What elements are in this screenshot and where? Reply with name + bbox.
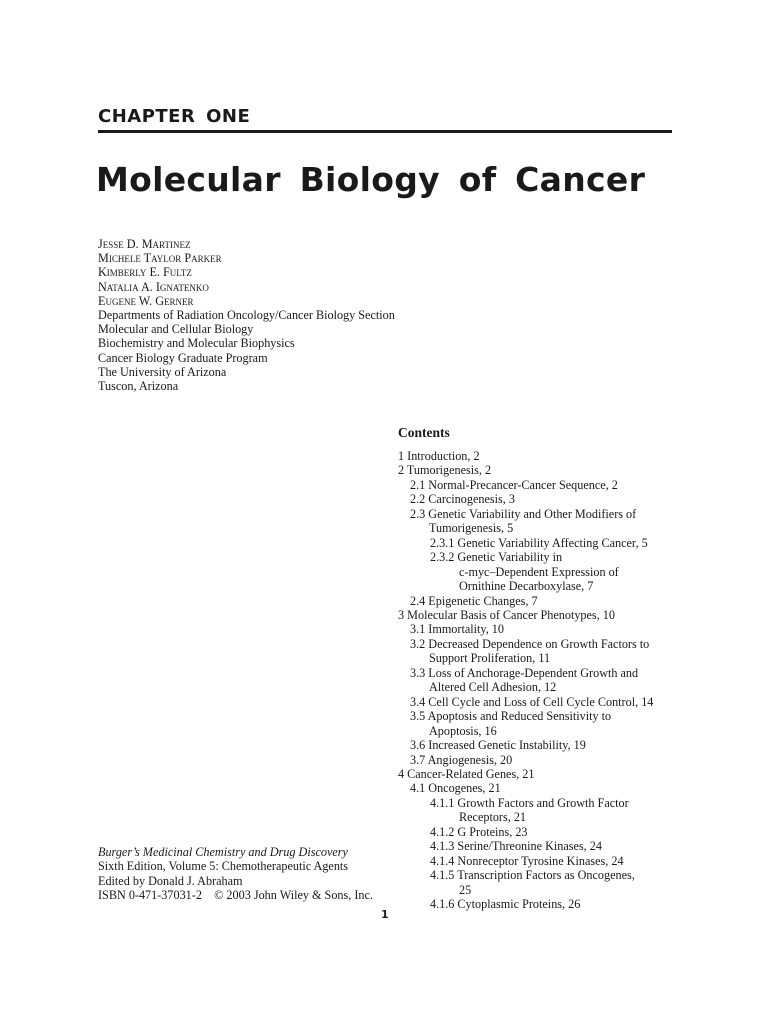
table-of-contents — [398, 449, 688, 912]
toc-entry: Receptors, 21 — [459, 810, 527, 825]
toc-entry: 25 — [459, 882, 472, 897]
affiliation-line: Cancer Biology Graduate Program — [98, 350, 268, 365]
author-name: Jesse D. Martinez — [98, 237, 191, 251]
toc-entry: 3.2 Decreased Dependence on Growth Factors to — [410, 636, 650, 651]
toc-entry: 4.1.3 Serine/Threonine Kinases, 24 — [430, 839, 602, 854]
toc-entry: 3 Molecular Basis of Cancer Phenotypes, 10 — [398, 607, 615, 622]
toc-entry: Altered Cell Adhesion, 12 — [429, 680, 557, 695]
toc-entry: Tumorigenesis, 5 — [429, 521, 514, 536]
author-name: Michele Taylor Parker — [98, 251, 222, 266]
author-name: Eugene W. Gerner — [98, 293, 194, 308]
toc-entry: 3.1 Immortality, 10 — [410, 622, 504, 637]
toc-entry: 4.1.4 Nonreceptor Tyrosine Kinases, 24 — [430, 853, 624, 868]
toc-entry: 2.2 Carcinogenesis, 3 — [410, 492, 515, 507]
book-edition: Sixth Edition, Volume 5: Chemotherapeutic Agents — [98, 859, 349, 874]
toc-entry: 2.3 Genetic Variability and Other Modifiers of — [410, 506, 637, 521]
chapter-title: Molecular Biology of Cancer — [96, 160, 646, 199]
affiliation-line: The University of Arizona — [98, 364, 227, 379]
toc-entry: 2 Tumorigenesis, 2 — [398, 463, 492, 478]
page-number: 1 — [381, 908, 389, 921]
toc-entry: 4.1.5 Transcription Factors as Oncogenes, — [430, 868, 635, 883]
toc-entry: 1 Introduction, 2 — [398, 449, 480, 463]
author-name: Natalia A. Ignatenko — [98, 279, 209, 294]
author-name: Kimberly E. Fultz — [98, 265, 192, 280]
toc-entry: 3.3 Loss of Anchorage-Dependent Growth and — [410, 665, 639, 680]
affiliation-line: Biochemistry and Molecular Biophysics — [98, 336, 295, 351]
toc-entry: 4.1.6 Cytoplasmic Proteins, 26 — [430, 897, 581, 912]
toc-entry: 4 Cancer-Related Genes, 21 — [398, 766, 535, 781]
toc-entry: 3.5 Apoptosis and Reduced Sensitivity to — [410, 709, 612, 724]
toc-entry: Apoptosis, 16 — [429, 723, 497, 738]
toc-entry: c-myc–Dependent Expression of — [459, 564, 619, 579]
toc-entry: 2.4 Epigenetic Changes, 7 — [410, 593, 538, 608]
book-isbn: ISBN 0-471-37031-2 © 2003 John Wiley & Sons, Inc. — [98, 887, 373, 902]
affiliation-line: Departments of Radiation Oncology/Cancer Biology Section — [98, 308, 395, 323]
toc-entry: 2.3.1 Genetic Variability Affecting Cancer, 5 — [430, 535, 648, 550]
author-block — [98, 237, 395, 393]
toc-entry: 3.6 Increased Genetic Instability, 19 — [410, 738, 586, 753]
affiliation-line: Tuscon, Arizona — [98, 379, 179, 394]
toc-entry: 4.1.2 G Proteins, 23 — [430, 824, 528, 839]
toc-entry: 2.3.2 Genetic Variability in — [430, 550, 563, 565]
toc-entry: 4.1.1 Growth Factors and Growth Factor — [430, 795, 629, 810]
book-series: Burger’s Medicinal Chemistry and Drug Discovery — [98, 845, 348, 859]
toc-entry: Ornithine Decarboxylase, 7 — [459, 579, 594, 594]
book-info — [98, 845, 373, 902]
contents-heading: Contents — [398, 425, 450, 440]
toc-entry: 4.1 Oncogenes, 21 — [410, 781, 501, 796]
affiliation-line: Molecular and Cellular Biology — [98, 322, 254, 337]
chapter-rule — [98, 130, 672, 133]
toc-entry: 3.4 Cell Cycle and Loss of Cell Cycle Control, 14 — [410, 694, 654, 709]
toc-entry: 2.1 Normal-Precancer-Cancer Sequence, 2 — [410, 477, 618, 492]
chapter-label: CHAPTER ONE — [98, 106, 251, 127]
toc-entry: Support Proliferation, 11 — [429, 651, 551, 666]
book-editor: Edited by Donald J. Abraham — [98, 873, 243, 888]
toc-entry: 3.7 Angiogenesis, 20 — [410, 752, 513, 767]
